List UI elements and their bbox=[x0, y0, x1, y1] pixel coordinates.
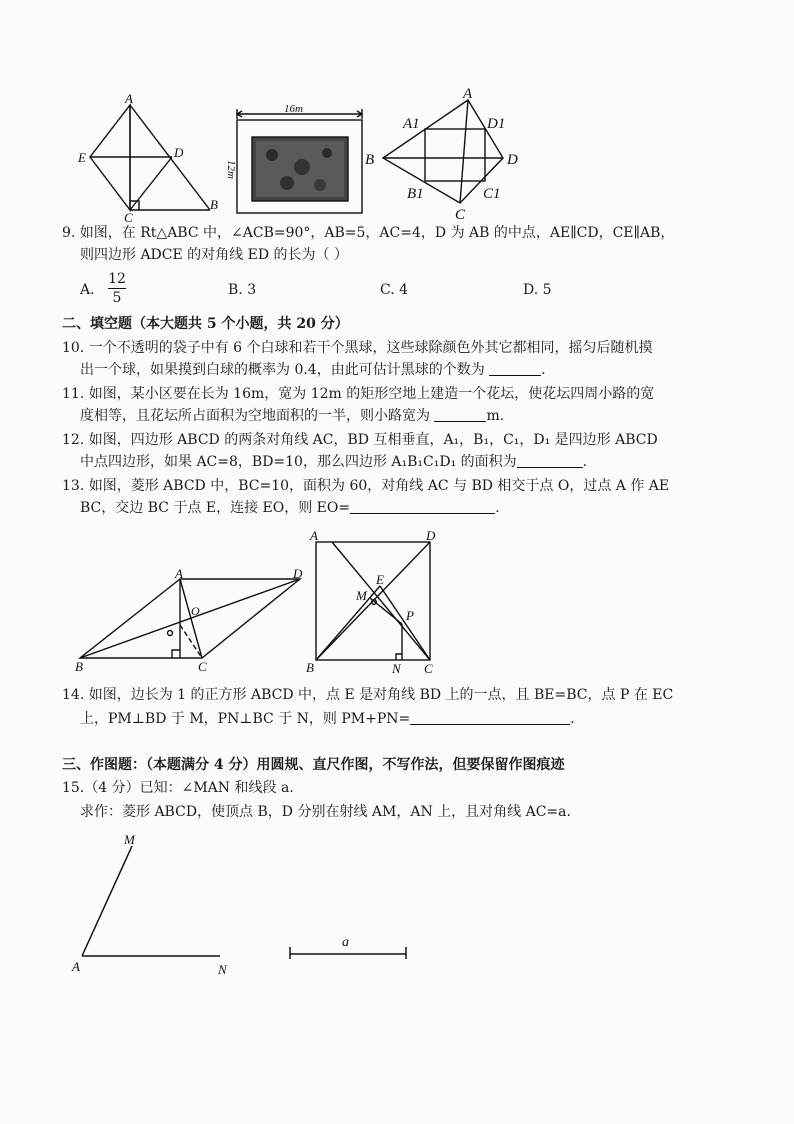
q13-answer-blank[interactable] bbox=[350, 499, 495, 514]
q14-end: . bbox=[570, 711, 575, 727]
fig3-label-b: B bbox=[365, 152, 375, 168]
fig4-label-b: B bbox=[75, 659, 83, 674]
fig5-label-d: D bbox=[426, 528, 436, 543]
q15-line-2: 求作：菱形 ABCD，使顶点 B，D 分别在射线 AM，AN 上，且对角线 AC=a. bbox=[80, 804, 571, 820]
segment-a bbox=[286, 932, 412, 962]
q9-option-c: C. 4 bbox=[380, 282, 409, 298]
fig3-label-b1: B1 bbox=[407, 186, 424, 202]
q11-line-2 bbox=[80, 405, 504, 427]
section-2-title: 二、填空题（本大题共 5 个小题，共 20 分） bbox=[62, 316, 349, 332]
q12-answer-blank[interactable] bbox=[517, 453, 583, 468]
q10-line-1: 10. 一个不透明的袋子中有 6 个白球和若干个黑球，这些球除颜色外其它都相同，摇匀后随机摸 bbox=[62, 340, 653, 356]
fig4-label-o: O bbox=[191, 604, 200, 618]
fig6-label-n: N bbox=[218, 962, 227, 977]
q9-option-d: D. 5 bbox=[523, 282, 552, 298]
q12-text: 中点四边形，如果 AC=8，BD=10，那么四边形 A₁B₁C₁D₁ 的面积为 bbox=[80, 454, 517, 470]
q13-line-1: 13. 如图，菱形 ABCD 中，BC=10，面积为 60，对角线 AC 与 BD 相交于点 O，过点 A 作 AE bbox=[62, 478, 670, 494]
q9-line-2: 则四边形 ADCE 的对角线 ED 的长为（ ） bbox=[80, 247, 348, 263]
q12-line-2 bbox=[80, 451, 587, 473]
fig5-label-e: E bbox=[376, 572, 384, 587]
fig5-label-m: M bbox=[356, 588, 367, 603]
q11-end: m. bbox=[486, 408, 505, 424]
q11-line-1: 11. 如图，某小区要在长为 16m，宽为 12m 的矩形空地上建造一个花坛，使花坛四周小路的宽 bbox=[62, 386, 655, 402]
q14-answer-blank[interactable] bbox=[410, 710, 570, 725]
fig6-label-m: M bbox=[124, 832, 135, 847]
fig5-label-a: A bbox=[310, 528, 318, 543]
q9-option-a-prefix: A. bbox=[80, 282, 95, 298]
q13-text: BC，交边 BC 于点 E，连接 EO，则 EO= bbox=[80, 500, 351, 516]
q10-text: 出一个球，如果摸到白球的概率为 0.4，由此可估计黑球的个数为 bbox=[80, 362, 485, 378]
fig2-height-label: 12m bbox=[225, 160, 237, 179]
fig5-label-c: C bbox=[424, 661, 433, 676]
q10-line-2 bbox=[80, 359, 546, 381]
figure-q9-triangle bbox=[70, 91, 230, 225]
figure-q11-rectangle bbox=[225, 103, 367, 215]
figure-q12-quadrilateral bbox=[365, 85, 535, 225]
fig3-label-a: A bbox=[463, 86, 473, 102]
q13-end: . bbox=[495, 500, 500, 516]
section-3-title: 三、作图题：（本题满分 4 分）用圆规、直尺作图，不写作法，但要保留作图痕迹 bbox=[62, 757, 565, 773]
q9-line-1: 9. 如图，在 Rt△ABC 中，∠ACB=90°，AB=5，AC=4，D 为 AB 的中点，AE∥CD，CE∥AB， bbox=[62, 225, 675, 241]
q9-option-b: B. 3 bbox=[228, 282, 257, 298]
q13-line-2 bbox=[80, 497, 500, 519]
fig1-label-b: B bbox=[210, 197, 218, 212]
fig4-label-a: A bbox=[175, 566, 183, 581]
fig1-label-e: E bbox=[78, 150, 86, 165]
q10-answer-blank[interactable] bbox=[489, 361, 541, 376]
figure-q15-angle bbox=[70, 828, 250, 978]
q14-line-1: 14. 如图，边长为 1 的正方形 ABCD 中，点 E 是对角线 BD 上的一点，且 BE=BC，点 P 在 EC bbox=[62, 687, 674, 703]
fig5-label-n: N bbox=[392, 661, 401, 676]
figure-q14-square bbox=[302, 528, 442, 676]
q14-text: 上，PM⊥BD 于 M，PN⊥BC 于 N，则 PM+PN= bbox=[80, 711, 411, 727]
q15-line-1: 15.（4 分）已知：∠MAN 和线段 a. bbox=[62, 780, 294, 796]
fig1-label-c: C bbox=[124, 210, 133, 225]
q12-line-1: 12. 如图，四边形 ABCD 的两条对角线 AC，BD 互相垂直，A₁，B₁，C₁，D₁ 是四边形 ABCD bbox=[62, 432, 658, 448]
fig5-label-b: B bbox=[306, 660, 314, 675]
fig3-label-c1: C1 bbox=[483, 186, 501, 202]
segment-a-label: a bbox=[342, 935, 349, 950]
fig4-label-c: C bbox=[198, 659, 207, 674]
fig3-label-a1: A1 bbox=[403, 116, 420, 132]
fig4-label-d: D bbox=[293, 566, 303, 581]
q9-option-a-denominator: 5 bbox=[112, 290, 122, 306]
q10-end: . bbox=[541, 362, 546, 378]
q9-option-a-fraction bbox=[108, 270, 126, 307]
q12-end: . bbox=[582, 454, 588, 470]
fig3-label-d: D bbox=[507, 152, 518, 168]
q9-options bbox=[80, 271, 680, 310]
fig5-label-p: P bbox=[406, 608, 414, 623]
figure-q13-rhombus bbox=[75, 565, 315, 675]
fig3-label-d1: D1 bbox=[487, 116, 506, 132]
fig1-label-a: A bbox=[125, 91, 133, 106]
q9-option-a-numerator: 12 bbox=[108, 271, 126, 287]
fig2-width-label: 16m bbox=[284, 103, 303, 115]
fig3-label-c: C bbox=[455, 207, 466, 223]
fig6-label-a: A bbox=[72, 959, 80, 974]
q14-line-2 bbox=[80, 708, 575, 730]
q11-answer-blank[interactable] bbox=[434, 407, 486, 422]
fig1-label-d: D bbox=[174, 145, 184, 160]
q11-text: 度相等，且花坛所占面积为空地面积的一半，则小路宽为 bbox=[80, 408, 430, 424]
